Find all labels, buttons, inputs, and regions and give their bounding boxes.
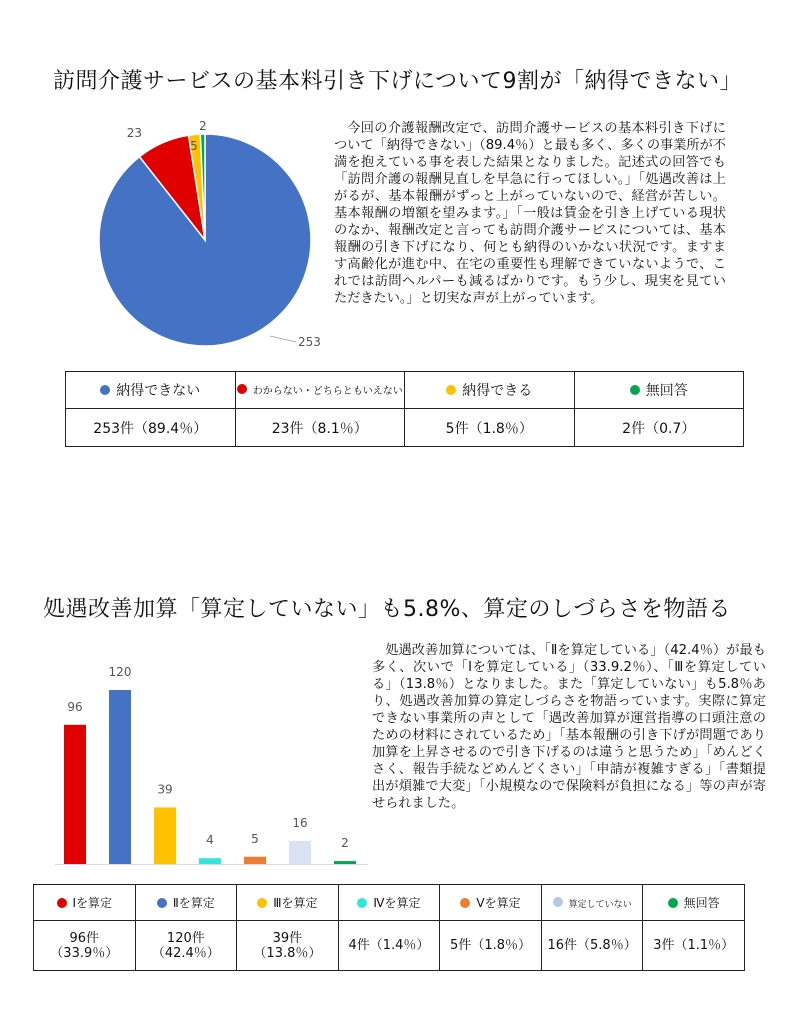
legend-dot [446, 385, 456, 395]
legend-cell [643, 885, 745, 921]
legend-dot [257, 898, 267, 908]
pie-leader-line [270, 336, 296, 342]
legend-value-count: 39件 [272, 930, 303, 946]
bar-data-label: 96 [67, 699, 83, 714]
legend-cell [135, 885, 237, 921]
legend-label: Ⅲを算定 [273, 896, 318, 910]
legend-value: 5件（1.8％） [440, 921, 542, 971]
legend-value: 253件（89.4％） [66, 409, 236, 447]
bar [154, 807, 176, 864]
legend-cell [235, 372, 405, 409]
legend-value-percent: （33.9％） [50, 945, 119, 961]
bar-data-label: 16 [292, 815, 308, 830]
legend-value [34, 921, 136, 971]
legend-cell [574, 372, 744, 409]
legend-label: 算定していない [568, 899, 632, 910]
legend-dot [460, 898, 470, 908]
legend-label: Ⅱを算定 [172, 896, 215, 910]
legend-cell [440, 885, 542, 921]
legend-cell [34, 885, 136, 921]
legend-cell [237, 885, 339, 921]
legend-value: 2件（0.7） [574, 409, 744, 447]
legend-dot [357, 898, 367, 908]
pie-data-label: 23 [126, 126, 142, 140]
legend-value-count: 96件 [69, 930, 100, 946]
pie-data-label: 5 [190, 139, 198, 153]
legend-cell [405, 372, 575, 409]
legend-label: 納得できない [116, 383, 201, 399]
bar-data-label: 2 [341, 836, 349, 851]
legend-label: わからない・どちらともいえない [252, 386, 403, 397]
bar [109, 690, 131, 864]
legend-label: 無回答 [683, 896, 720, 910]
legend-dot [237, 384, 247, 394]
legend-cell [541, 885, 643, 921]
bar-chart [50, 650, 370, 870]
section1-legend-table [65, 371, 744, 447]
pie-data-label: 2 [199, 119, 207, 133]
legend-value [237, 921, 339, 971]
bar [244, 857, 266, 864]
section1-paragraph: 今回の介護報酬改定で、訪問介護サービスの基本料引き下げについて「納得できない」（89.4％）と最も多く、多くの事業所が不満を抱えている事を表した結果となりました。記述式の回答でも「訪問介護の報酬見直しを早急に行ってほしい。」「処遇改善は上がるが、基本報酬がずっと上がっていないので、経営が苦しい。基本報酬の増額を望みます。」「一般は賃金を引き上げている現状のなか、報酬改定と言っても訪問介護サービスについては、基本報酬の引き下げになり、何とも納得のいかない状況です。ますます高齢化が進む中、在宅の重要性も理解できていないようで、これでは訪問ヘルパーも減るばかりです。もう少し、現実を見ていただきたい。」と切実な声が上がっています。 [334, 121, 726, 306]
legend-value-percent: （13.8％） [253, 945, 322, 961]
legend-dot [630, 385, 640, 395]
legend-cell [338, 885, 440, 921]
legend-value: 3件（1.1％） [643, 921, 745, 971]
section2-legend-table [33, 884, 745, 971]
bar [334, 861, 356, 864]
bar-data-label: 39 [157, 782, 173, 797]
legend-label: Ⅰを算定 [72, 896, 113, 910]
legend-cell [66, 372, 236, 409]
legend-value: 23件（8.1％） [235, 409, 405, 447]
legend-dot [57, 898, 67, 908]
bar [64, 725, 86, 864]
legend-dot [100, 385, 110, 395]
pie-data-label: 253 [298, 335, 321, 349]
bar [199, 858, 221, 864]
legend-dot [553, 897, 563, 907]
legend-value [135, 921, 237, 971]
legend-label: Ⅳを算定 [373, 896, 421, 910]
bar-data-label: 4 [206, 833, 214, 848]
legend-value: 5件（1.8％） [405, 409, 575, 447]
section2-title: 処遇改善加算「算定していない」も5.8%、算定のしづらさを物語る [43, 597, 731, 622]
legend-value: 16件（5.8％） [541, 921, 643, 971]
bar [289, 841, 311, 864]
legend-label: 無回答 [645, 383, 688, 399]
bar-data-label: 120 [108, 665, 132, 679]
legend-dot [157, 898, 167, 908]
legend-value-percent: （42.4％） [151, 945, 220, 961]
section1-title: 訪問介護サービスの基本料引き下げについて9割が「納得できない」 [53, 69, 743, 94]
legend-label: 納得できる [462, 383, 533, 399]
section2-paragraph: 処遇改善加算については、「Ⅱを算定している」（42.4％）が最も多く、次いで「Ⅰを算定している」（33.9.2％）、「Ⅲを算定している」（13.8％）となりました。また「算定していない」も5.8％あり、処遇改善加算の算定しづらさを物語っています。実際に算定できない事業所の声として「遇改善加算が運営指導の口頭注意のための材料にされているため」「基本報酬の引き下げが問題であり加算を上昇させるので引き下げるのは違うと思うため」「めんどくさく、報告手続などめんどくさい」「申請が複雑すぎる」「書類提出が煩雑で大変」「小規模なので保険料が負担になる」等の声が寄せられました。 [372, 643, 766, 811]
bar-data-label: 5 [251, 831, 259, 846]
pie-chart [70, 110, 330, 360]
legend-label: Ⅴを算定 [476, 896, 521, 910]
legend-value: 4件（1.4％） [338, 921, 440, 971]
legend-dot [668, 898, 678, 908]
legend-value-count: 120件 [166, 930, 205, 946]
